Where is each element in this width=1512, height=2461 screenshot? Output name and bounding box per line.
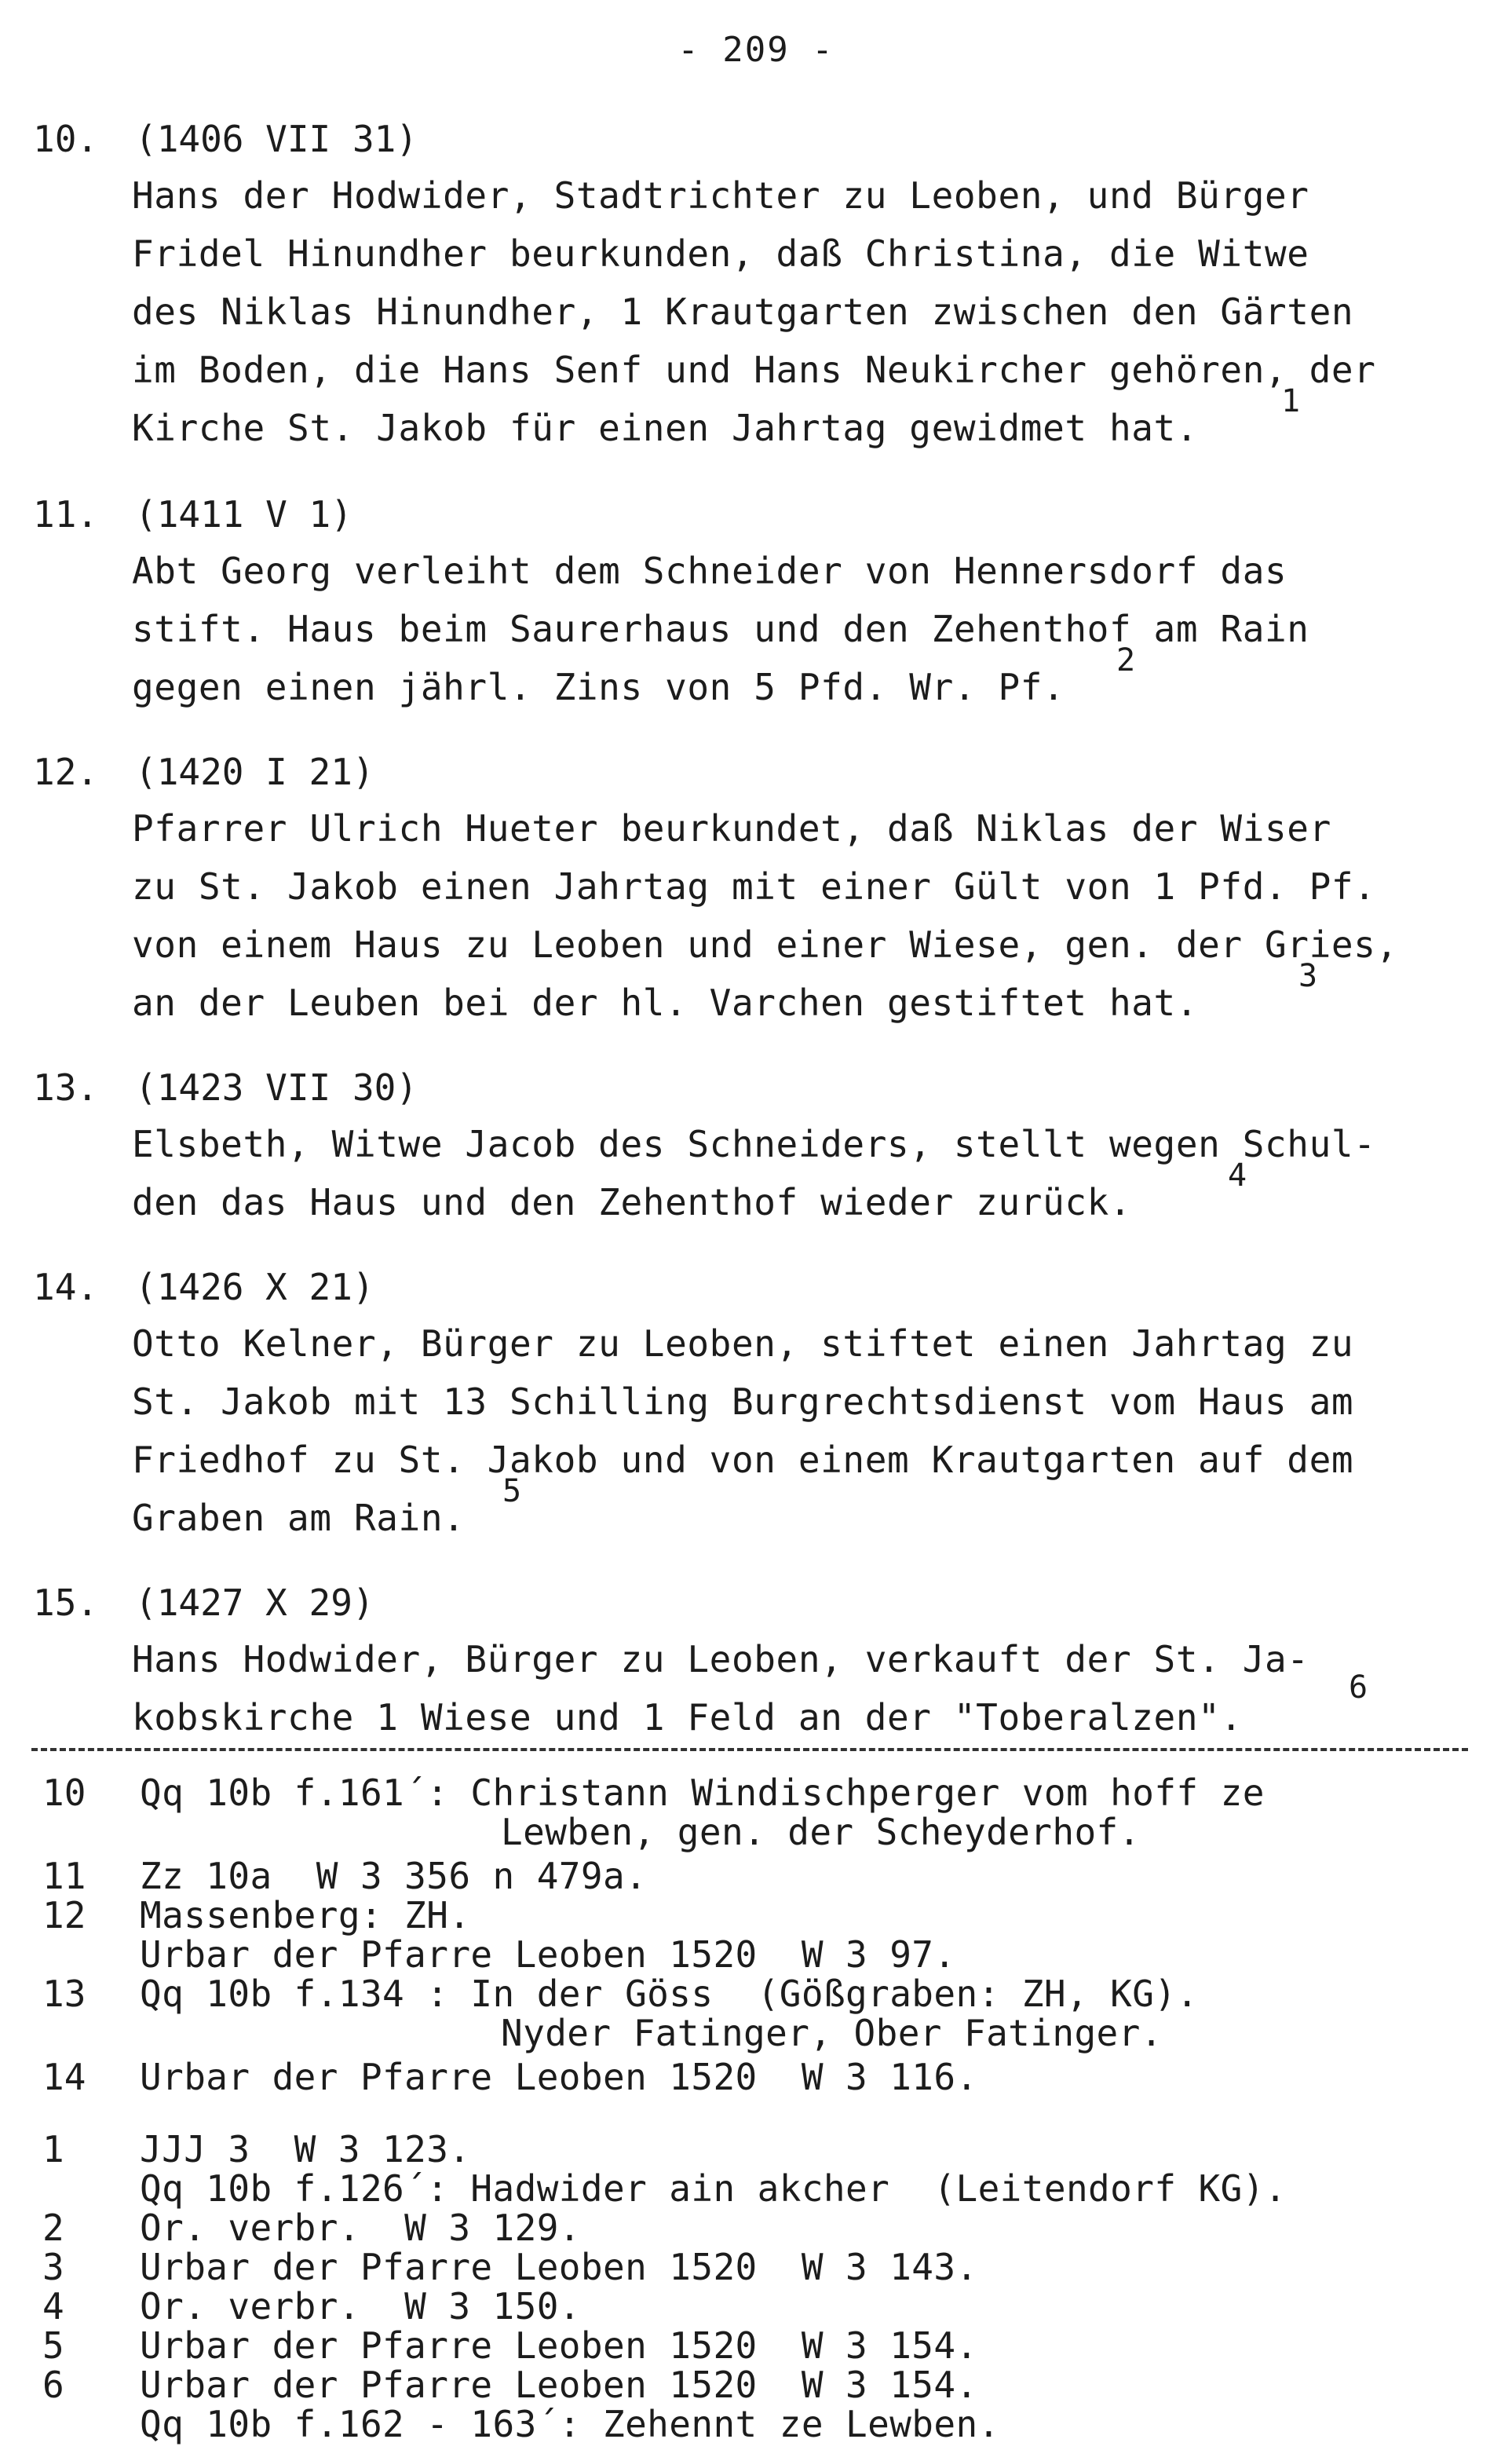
footnote-number: 5 bbox=[42, 2324, 64, 2367]
footnote-ref: 4 bbox=[1228, 1157, 1247, 1194]
footnote-ref: 6 bbox=[1349, 1669, 1368, 1706]
footnote-text: Qq 10b f.162 - 163´: Zehennt ze Lewben. bbox=[140, 2403, 1000, 2445]
footnote-divider bbox=[31, 1748, 1468, 1751]
entry-line: Graben am Rain. bbox=[132, 1497, 466, 1539]
entry-number: 12. bbox=[33, 751, 99, 793]
entry-number: 11. bbox=[33, 493, 99, 536]
entry-date: (1406 VII 31) bbox=[135, 118, 418, 160]
entry-line: an der Leuben bei der hl. Varchen gestiftet hat. bbox=[132, 982, 1199, 1024]
entry-line: Otto Kelner, Bürger zu Leoben, stiftet einen Jahrtag zu bbox=[132, 1322, 1354, 1365]
entry-line: Friedhof zu St. Jakob und von einem Krautgarten auf dem bbox=[132, 1439, 1354, 1481]
footnote-ref: 1 bbox=[1281, 383, 1301, 419]
entry-line: stift. Haus beim Saurerhaus und den Zehenthof am Rain bbox=[132, 608, 1309, 650]
footnote-text: Urbar der Pfarre Leoben 1520 W 3 154. bbox=[140, 2324, 978, 2367]
entry-line: St. Jakob mit 13 Schilling Burgrechtsdienst vom Haus am bbox=[132, 1380, 1354, 1423]
entry-line: im Boden, die Hans Senf und Hans Neukircher gehören, der bbox=[132, 349, 1376, 391]
entry-line: Elsbeth, Witwe Jacob des Schneiders, stellt wegen Schul- bbox=[132, 1123, 1376, 1165]
footnote-text: Urbar der Pfarre Leoben 1520 W 3 154. bbox=[140, 2364, 978, 2406]
entry-date: (1426 X 21) bbox=[135, 1266, 374, 1308]
entry-line: des Niklas Hinundher, 1 Krautgarten zwischen den Gärten bbox=[132, 291, 1354, 333]
entry-line: Hans der Hodwider, Stadtrichter zu Leoben, und Bürger bbox=[132, 174, 1309, 217]
footnote-number: 4 bbox=[42, 2285, 64, 2328]
footnote-text: Urbar der Pfarre Leoben 1520 W 3 97. bbox=[140, 1933, 956, 1976]
footnote-number: 3 bbox=[42, 2246, 64, 2288]
entry-line: Hans Hodwider, Bürger zu Leoben, verkauft der St. Ja- bbox=[132, 1638, 1309, 1680]
footnote-number: 1 bbox=[42, 2128, 64, 2170]
footnote-number: 14 bbox=[42, 2056, 86, 2098]
footnote-text: Urbar der Pfarre Leoben 1520 W 3 143. bbox=[140, 2246, 978, 2288]
footnote-text: Or. verbr. W 3 150. bbox=[140, 2285, 581, 2328]
entry-line: den das Haus und den Zehenthof wieder zurück. bbox=[132, 1181, 1132, 1223]
entry-date: (1427 X 29) bbox=[135, 1582, 374, 1624]
footnote-text: Qq 10b f.161´: Christann Windischperger vom hoff ze bbox=[140, 1772, 1265, 1814]
entry-number: 13. bbox=[33, 1066, 99, 1109]
entry-line: kobskirche 1 Wiese und 1 Feld an der "Toberalzen". bbox=[132, 1696, 1243, 1739]
entry-line: Pfarrer Ulrich Hueter beurkundet, daß Niklas der Wiser bbox=[132, 807, 1331, 850]
footnote-text: Nyder Fatinger, Ober Fatinger. bbox=[501, 2012, 1163, 2054]
entry-date: (1411 V 1) bbox=[135, 493, 352, 536]
footnote-number: 10 bbox=[42, 1772, 86, 1814]
footnote-text: Lewben, gen. der Scheyderhof. bbox=[501, 1811, 1141, 1853]
entry-number: 14. bbox=[33, 1266, 99, 1308]
footnote-number: 2 bbox=[42, 2207, 64, 2249]
entry-line: zu St. Jakob einen Jahrtag mit einer Gült von 1 Pfd. Pf. bbox=[132, 865, 1376, 908]
entry-line: Fridel Hinundher beurkunden, daß Christina, die Witwe bbox=[132, 232, 1309, 275]
footnote-text: Urbar der Pfarre Leoben 1520 W 3 116. bbox=[140, 2056, 978, 2098]
footnote-text: Zz 10a W 3 356 n 479a. bbox=[140, 1855, 648, 1897]
footnote-text: Qq 10b f.126´: Hadwider ain akcher (Leitendorf KG). bbox=[140, 2167, 1287, 2210]
footnote-text: Or. verbr. W 3 129. bbox=[140, 2207, 581, 2249]
footnote-text: Massenberg: ZH. bbox=[140, 1894, 471, 1936]
entry-line: Kirche St. Jakob für einen Jahrtag gewidmet hat. bbox=[132, 407, 1199, 449]
entry-number: 10. bbox=[33, 118, 99, 160]
footnote-ref: 3 bbox=[1298, 958, 1318, 994]
entry-line: von einem Haus zu Leoben und einer Wiese, gen. der Gries, bbox=[132, 923, 1398, 966]
entry-line: Abt Georg verleiht dem Schneider von Hennersdorf das bbox=[132, 550, 1287, 592]
page-number: - 209 - bbox=[677, 30, 835, 70]
footnote-text: Qq 10b f.134 : In der Göss (Gößgraben: ZH, KG). bbox=[140, 1973, 1199, 2015]
entry-number: 15. bbox=[33, 1582, 99, 1624]
footnote-number: 13 bbox=[42, 1973, 86, 2015]
footnote-number: 11 bbox=[42, 1855, 86, 1897]
footnote-ref: 5 bbox=[502, 1473, 522, 1509]
footnote-number: 12 bbox=[42, 1894, 86, 1936]
entry-date: (1423 VII 30) bbox=[135, 1066, 418, 1109]
footnote-ref: 2 bbox=[1116, 642, 1136, 678]
entry-line: gegen einen jährl. Zins von 5 Pfd. Wr. Pf. bbox=[132, 666, 1065, 708]
footnote-text: JJJ 3 W 3 123. bbox=[140, 2128, 471, 2170]
entry-date: (1420 I 21) bbox=[135, 751, 374, 793]
footnote-number: 6 bbox=[42, 2364, 64, 2406]
